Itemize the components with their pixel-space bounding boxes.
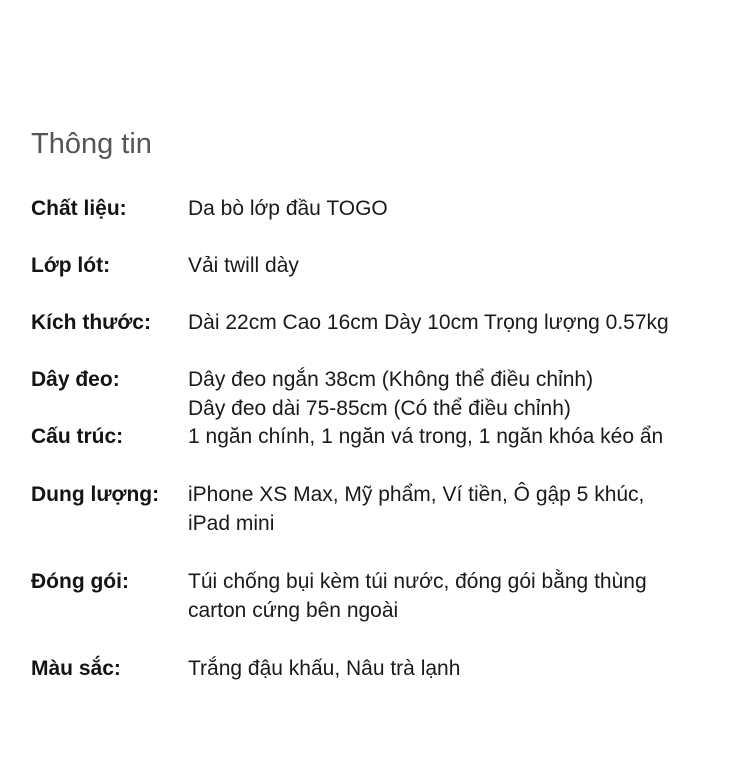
spec-value-line: Dây đeo dài 75-85cm (Có thể điều chỉnh)	[188, 397, 571, 420]
spec-value-line: Da bò lớp đầu TOGO	[188, 197, 388, 220]
spec-value	[188, 251, 299, 280]
spec-value	[188, 480, 644, 538]
spec-value-line: Túi chống bụi kèm túi nước, đóng gói bằng thùng	[188, 570, 647, 593]
spec-value	[188, 194, 388, 223]
spec-value-line: Vải twill dày	[188, 254, 299, 277]
spec-value-line: iPad mini	[188, 512, 275, 535]
spec-value	[188, 654, 460, 683]
spec-label: Cấu trúc:	[31, 425, 124, 448]
spec-label: Lớp lót:	[31, 254, 111, 277]
spec-value-line: Trắng đậu khấu, Nâu trà lạnh	[188, 657, 461, 680]
spec-value-line: carton cứng bên ngoài	[188, 599, 399, 622]
spec-value-line: iPhone XS Max, Mỹ phẩm, Ví tiền, Ô gập 5 khúc,	[188, 483, 645, 506]
spec-value-line: 1 ngăn chính, 1 ngăn vá trong, 1 ngăn khóa kéo ẩn	[188, 425, 664, 448]
spec-value	[188, 308, 669, 337]
spec-label: Kích thước:	[31, 311, 151, 334]
spec-label: Chất liệu:	[31, 197, 127, 220]
section-title: Thông tin	[31, 128, 152, 160]
spec-label: Màu sắc:	[31, 657, 121, 680]
spec-label: Dung lượng:	[31, 483, 160, 506]
spec-value-line: Dây đeo ngắn 38cm (Không thể điều chỉnh)	[188, 368, 594, 391]
spec-value	[188, 365, 593, 423]
spec-label: Đóng gói:	[31, 570, 129, 593]
spec-value	[188, 422, 663, 451]
spec-value-line: Dài 22cm Cao 16cm Dày 10cm Trọng lượng 0.57kg	[188, 311, 669, 334]
spec-value	[188, 567, 647, 625]
spec-label: Dây đeo:	[31, 368, 120, 391]
